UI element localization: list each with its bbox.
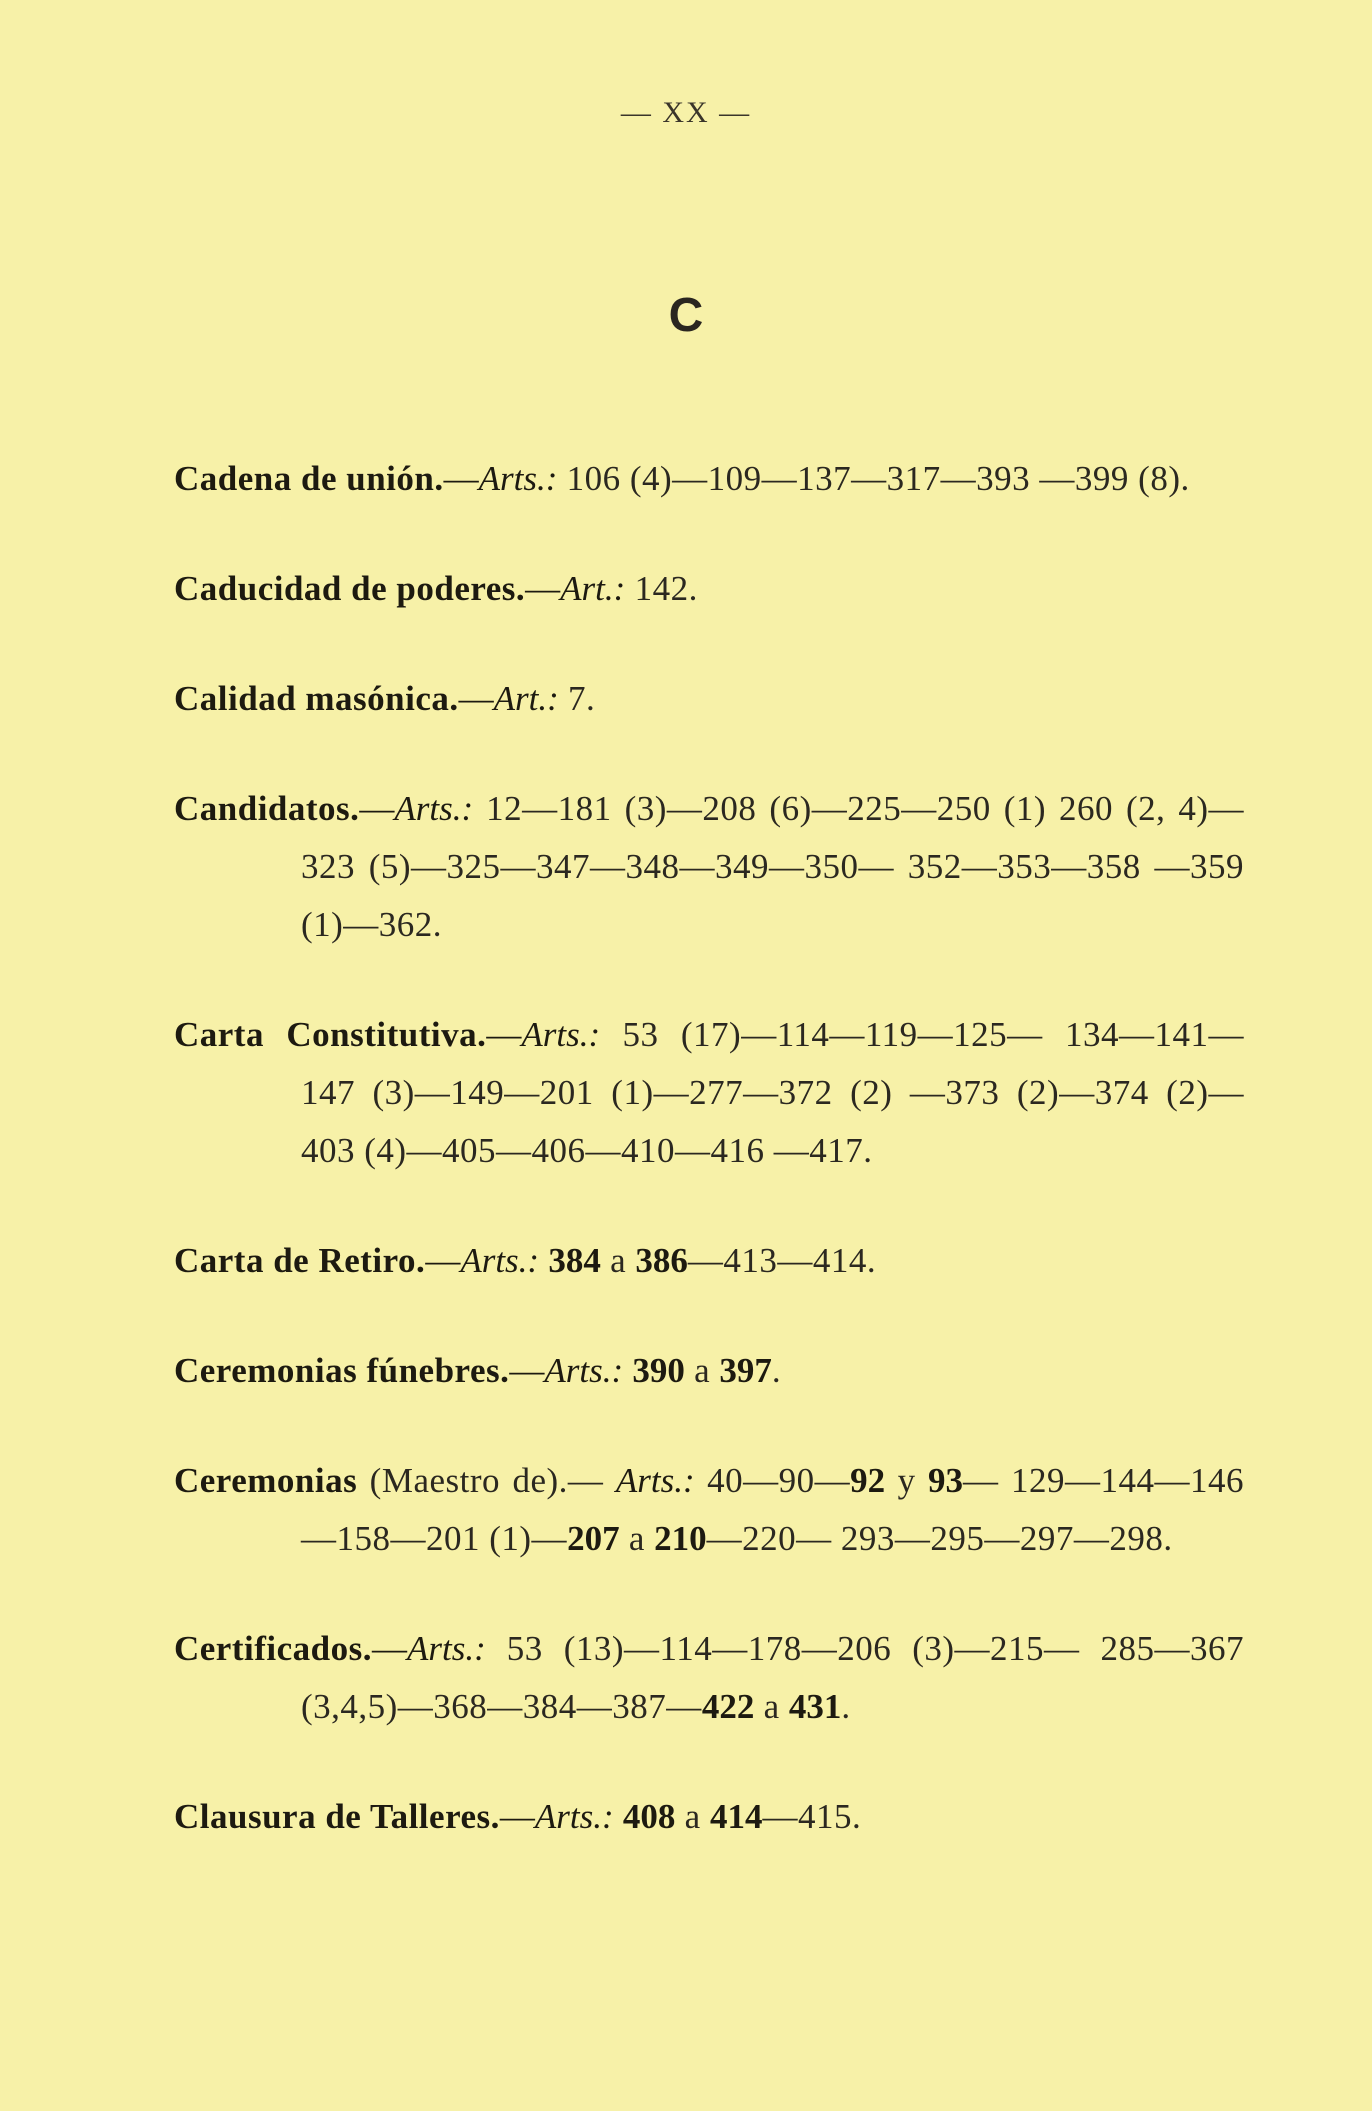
entry-ref-bold: 431 [788,1687,842,1726]
entry-refs-text: 40—90— [694,1461,851,1500]
entry-term: Carta Constitutiva. [174,1015,487,1054]
entry-refs: 53 (17)—114—119—125— 134—141—147 (3)—149—201 (1)—277—372 (2) —373 (2)—374 (2)—403 (4)—405—406—410—416 —417. [301,1015,1244,1170]
entry-term: Candidatos. [174,789,360,828]
index-entry: Candidatos.—Arts.: 12—181 (3)—208 (6)—225—250 (1) 260 (2, 4)—323 (5)—325—347—348—349—350— 352—353—358 —359 (1)—362. [174,789,1244,944]
entry-refs-text: a [600,1241,636,1280]
entry-refs-text [539,1241,548,1280]
entry-refs-text: . [841,1687,851,1726]
index-entry: Cadena de unión.—Arts.: 106 (4)—109—137—317—393 —399 (8). [174,459,1190,498]
entry-ref-bold: 386 [635,1241,688,1280]
index-entry: Carta Constitutiva.—Arts.: 53 (17)—114—119—125— 134—141—147 (3)—149—201 (1)—277—372 (2) —373 (2)—374 (2)—403 (4)—405—406—410—416 —417. [174,1015,1244,1170]
index-entry: Clausura de Talleres.—Arts.: 408 a 414—415. [174,1797,862,1836]
entry-ref-bold: 397 [719,1351,772,1390]
entry-ref-bold: 93 [928,1461,964,1500]
entry-ref-bold: 422 [701,1687,755,1726]
entry-refs-text [623,1351,632,1390]
index-entry [174,1452,1244,1568]
entry-refs-text: —415. [762,1797,862,1836]
entry-refs-text: . [771,1351,782,1390]
entry-ref-bold: 408 [622,1797,676,1836]
entry-label: Art.: [560,569,626,608]
entry-label: Arts.: [460,1241,540,1280]
entry-label: Arts.: [406,1629,486,1668]
entry-refs-text: —413—414. [687,1241,877,1280]
page-number: — XX — [620,96,752,129]
entry-term: Ceremonias [174,1461,358,1500]
entry-refs-text: y [885,1461,929,1500]
entry-refs: 106 (4)—109—137—317—393 —399 (8). [557,459,1190,498]
entry-term: Cadena de unión. [174,459,444,498]
entry-refs-text: a [754,1687,789,1726]
entry-term-plain: (Maestro de).— [357,1461,616,1500]
entry-ref-bold: 92 [850,1461,886,1500]
entry-ref-bold: 384 [548,1241,601,1280]
section-letter: C [668,289,704,342]
entry-term: Clausura de Talleres. [174,1797,500,1836]
entry-refs: 142. [625,569,698,608]
entry-refs-text: —220— 293—295—297—298. [706,1519,1173,1558]
entry-term: Ceremonias fúnebres. [174,1351,510,1390]
entry-label: Arts.: [615,1461,695,1500]
entry-refs-text: 53 (13)—114—178—206 (3)—215— 285—367 [485,1629,1244,1668]
entry-term: Caducidad de poderes. [174,569,526,608]
entry-refs-text: a [619,1519,655,1558]
entry-refs-text: — 129—144—146—158—201 (1)— [301,1461,1245,1558]
entry-label: Arts.: [478,459,558,498]
index-entry: Calidad masónica.—Art.: 7. [174,679,596,718]
entry-label: Arts.: [521,1015,601,1054]
entry-ref-bold: 390 [632,1351,685,1390]
entry-label: Arts.: [534,1797,614,1836]
entry-ref-bold: 210 [654,1519,707,1558]
entry-label: Art.: [493,679,559,718]
entry-refs: 12—181 (3)—208 (6)—225—250 (1) 260 (2, 4)—323 (5)—325—347—348—349—350— 352—353—358 —359 (1)—362. [301,789,1244,944]
entry-refs-text: a [675,1797,710,1836]
entry-label: Arts.: [394,789,474,828]
index-entries [174,450,1244,1898]
index-entry: Ceremonias fúnebres.—Arts.: 390 a 397. [174,1351,782,1390]
index-entry: Carta de Retiro.—Arts.: 384 a 386—413—414. [174,1241,877,1280]
entry-refs-text: (3,4,5)—368—384—387— [301,1687,702,1726]
entry-refs: 7. [558,679,596,718]
entry-term: Carta de Retiro. [174,1241,426,1280]
entry-ref-bold: 414 [709,1797,763,1836]
entry-term: Certificados. [174,1629,372,1668]
entry-ref-bold: 207 [567,1519,620,1558]
entry-refs-text: a [684,1351,720,1390]
index-entry: Certificados.—Arts.: 53 (13)—114—178—206 (3)—215— 285—367 (3,4,5)—368—384—387—422 a 431. [174,1629,1244,1726]
index-entry: Caducidad de poderes.—Art.: 142. [174,569,698,608]
entry-label: Arts.: [544,1351,624,1390]
entry-refs-text [614,1797,623,1836]
entry-term: Calidad masónica. [174,679,459,718]
